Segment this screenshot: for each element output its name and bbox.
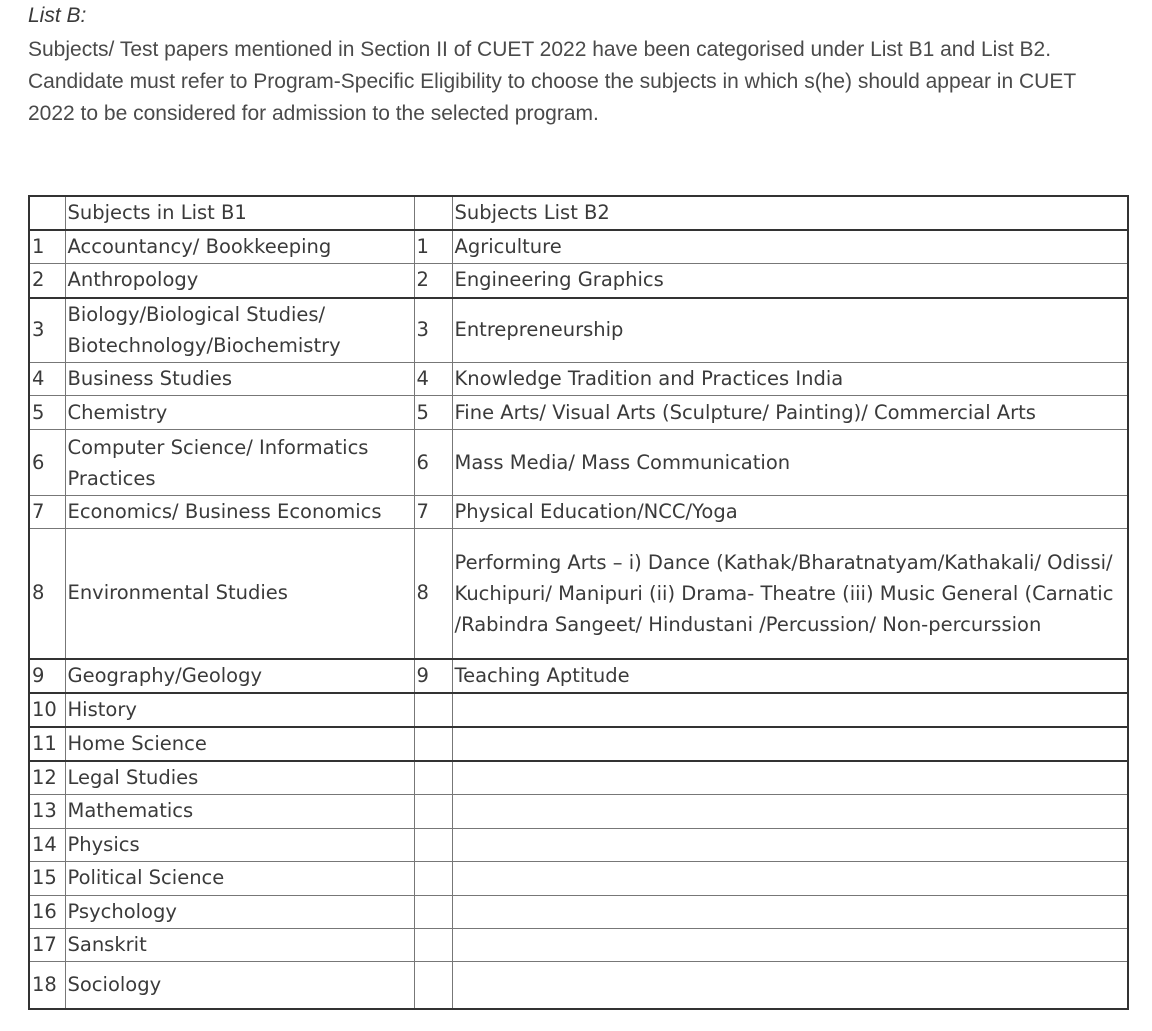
b2-subject: Mass Media/ Mass Communication [452, 430, 1128, 496]
b2-subject [452, 828, 1128, 861]
intro-paragraph: Subjects/ Test papers mentioned in Section II of CUET 2022 have been categorised under List B1 and List B2. Candidate must refer to Program-Specific Eligibility to choose the subjects in which s(he) should appear in CUET 2022 to be considered for admission to the selected program. [28, 38, 1076, 125]
b1-number: 6 [29, 430, 65, 496]
b1-number: 5 [29, 396, 65, 430]
b1-subject: Sociology [65, 961, 414, 1009]
list-heading: List B: [28, 4, 87, 27]
b2-number: 4 [414, 363, 452, 396]
b2-subject [452, 727, 1128, 761]
table-row [29, 828, 1128, 861]
b2-subject [452, 693, 1128, 727]
b2-number: 2 [414, 264, 452, 298]
b1-subject: Accountancy/ Bookkeeping [65, 230, 414, 264]
b1-number: 2 [29, 264, 65, 298]
table-row [29, 761, 1128, 795]
b2-number: 5 [414, 396, 452, 430]
table-row [29, 529, 1128, 659]
b2-number [414, 861, 452, 895]
b2-number: 9 [414, 659, 452, 693]
header-b1: Subjects in List B1 [65, 196, 414, 230]
table-row [29, 861, 1128, 895]
b2-number [414, 928, 452, 961]
table-header-row [29, 196, 1128, 230]
b1-number: 4 [29, 363, 65, 396]
subjects-table [28, 195, 1129, 1010]
b1-number: 10 [29, 693, 65, 727]
table-row [29, 961, 1128, 1009]
b2-number: 7 [414, 496, 452, 529]
b2-subject: Fine Arts/ Visual Arts (Sculpture/ Painting)/ Commercial Arts [452, 396, 1128, 430]
b1-number: 3 [29, 298, 65, 363]
table-row [29, 363, 1128, 396]
table-row [29, 727, 1128, 761]
b2-number: 3 [414, 298, 452, 363]
b1-number: 7 [29, 496, 65, 529]
b2-subject: Engineering Graphics [452, 264, 1128, 298]
table-row [29, 693, 1128, 727]
header-num-b2 [414, 196, 452, 230]
b2-subject: Performing Arts – i) Dance (Kathak/Bharatnatyam/Kathakali/ Odissi/ Kuchipuri/ Manipuri (ii) Drama- Theatre (iii) Music General (Carnatic /Rabindra Sangeet/ Hindustani /Percussion/ Non-percurssion [452, 529, 1128, 659]
table-row [29, 430, 1128, 496]
b2-subject: Knowledge Tradition and Practices India [452, 363, 1128, 396]
b1-number: 13 [29, 794, 65, 828]
b1-number: 16 [29, 895, 65, 928]
b2-subject [452, 928, 1128, 961]
b1-number: 15 [29, 861, 65, 895]
b2-number [414, 895, 452, 928]
b1-number: 8 [29, 529, 65, 659]
b1-number: 9 [29, 659, 65, 693]
b1-subject: Economics/ Business Economics [65, 496, 414, 529]
b1-subject: Anthropology [65, 264, 414, 298]
b1-subject: Business Studies [65, 363, 414, 396]
b2-number [414, 761, 452, 795]
b1-number: 11 [29, 727, 65, 761]
b2-subject: Entrepreneurship [452, 298, 1128, 363]
b2-number [414, 727, 452, 761]
b1-number: 12 [29, 761, 65, 795]
header-num-b1 [29, 196, 65, 230]
b2-subject: Teaching Aptitude [452, 659, 1128, 693]
b2-number [414, 961, 452, 1009]
table-row [29, 264, 1128, 298]
b1-subject: Environmental Studies [65, 529, 414, 659]
b1-number: 18 [29, 961, 65, 1009]
table-row [29, 496, 1128, 529]
table-row [29, 895, 1128, 928]
b2-number [414, 828, 452, 861]
table-row [29, 396, 1128, 430]
b2-number: 8 [414, 529, 452, 659]
b1-subject: Home Science [65, 727, 414, 761]
table-row [29, 659, 1128, 693]
b2-number: 1 [414, 230, 452, 264]
b2-subject [452, 861, 1128, 895]
b1-subject: Computer Science/ Informatics Practices [65, 430, 414, 496]
b1-subject: Chemistry [65, 396, 414, 430]
table-row [29, 794, 1128, 828]
b1-number: 1 [29, 230, 65, 264]
b1-number: 17 [29, 928, 65, 961]
b1-subject: History [65, 693, 414, 727]
b1-subject: Geography/Geology [65, 659, 414, 693]
b1-subject: Physics [65, 828, 414, 861]
b2-subject [452, 961, 1128, 1009]
b2-subject [452, 895, 1128, 928]
b1-subject: Mathematics [65, 794, 414, 828]
b2-number: 6 [414, 430, 452, 496]
b2-subject: Physical Education/NCC/Yoga [452, 496, 1128, 529]
table-row [29, 230, 1128, 264]
b1-subject: Political Science [65, 861, 414, 895]
b2-subject: Agriculture [452, 230, 1128, 264]
b2-subject [452, 794, 1128, 828]
b2-subject [452, 761, 1128, 795]
b2-number [414, 693, 452, 727]
table-row [29, 298, 1128, 363]
b1-subject: Biology/Biological Studies/ Biotechnology/Biochemistry [65, 298, 414, 363]
b1-subject: Legal Studies [65, 761, 414, 795]
b1-subject: Sanskrit [65, 928, 414, 961]
b1-subject: Psychology [65, 895, 414, 928]
header-b2: Subjects List B2 [452, 196, 1128, 230]
b1-number: 14 [29, 828, 65, 861]
table-row [29, 928, 1128, 961]
b2-number [414, 794, 452, 828]
